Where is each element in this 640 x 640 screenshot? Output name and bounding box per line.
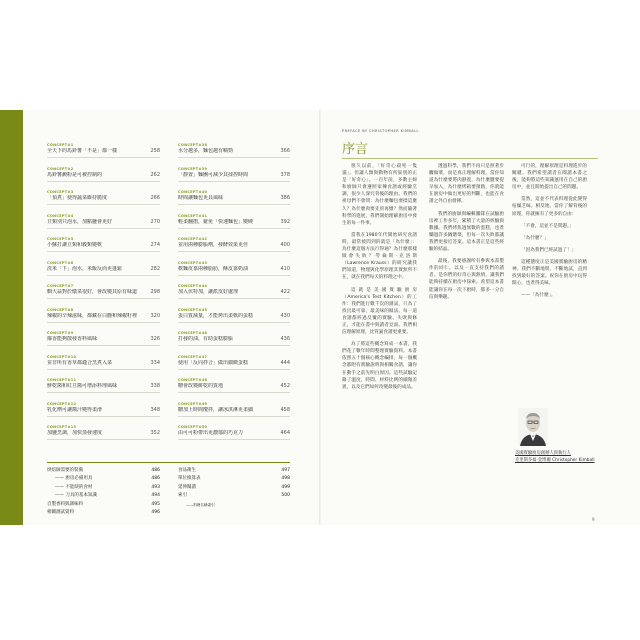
toc-concept-label: CONCEPT#2 [47, 166, 74, 171]
preface-paragraph: 當我在1980年代開始研究食譜時，最常被問到的就是「為什麼」：為什麼這個方法行得通？為什麼那樣做會失敗？勞倫斯·克洛斯（Lawrence Krauss）的研究讓我們知道，物理與化學原理其實無所不在，就在我們每天的料理之中。 [342, 232, 417, 281]
preface-paragraph: 這種態度正是美國實驗廚房的精神。我們不斷地問、不斷地試，直到找到最好的答案。祝你在廚房中玩得開心，也煮得美味。 [512, 259, 587, 287]
toc-entry-title: 使用「反向拌合」做出細緻蛋糕 [178, 359, 249, 366]
index-entry-title: 單位換算表 [178, 476, 201, 482]
toc-concept-label: CONCEPT#46 [178, 331, 208, 335]
toc-entry-page: 298 [150, 289, 160, 295]
toc-entry[interactable] [47, 401, 160, 425]
toc-entry-row [178, 360, 290, 370]
toc-entry-title: 糖加上時間攪拌，讓冰淇淋更柔細 [178, 406, 254, 413]
toc-entry-page: 338 [150, 383, 160, 389]
toc-entry-title: 打發的油，有助蛋糕膨脹 [178, 336, 234, 342]
toc-entry-title: 「預煮」使得蔬菜維持脆度 [47, 195, 108, 201]
toc-entry-page: 436 [280, 336, 290, 342]
toc-entry-page: 392 [280, 218, 290, 225]
index-entry-title: —— 廚房必備用具 [55, 476, 93, 482]
toc-entry-title: 燜大蒜對於燉菜很好，會改變其原有味道 [47, 289, 138, 295]
toc-entry-page: 452 [280, 383, 290, 389]
index-right-column [178, 467, 290, 509]
index-entry-page: 486 [151, 476, 160, 482]
toc-entry-row [47, 430, 160, 440]
preface-paragraph: 「不會，這並不是問題。」 [521, 223, 574, 229]
index-entry-title: 烘焙師需要的裝備 [47, 468, 83, 473]
toc-entry-page: 270 [150, 218, 160, 225]
toc-entry[interactable] [47, 283, 160, 307]
preface-paragraph: 最後，我要感謝所有參與本書製作的同仁，以及一直支持我們的讀者。是你們的好奇心與熱情，讓我們能夠持續在廚房中探索。希望這本書能讓你在每一次下廚時，都多一分自信與樂趣。 [429, 259, 504, 300]
toc-entry-row [178, 148, 290, 158]
toc-entry[interactable] [178, 424, 290, 448]
book-gutter [319, 110, 321, 525]
index-entry-title: 食品衛生 [178, 468, 196, 473]
toc-entry-title: 時間讓麵包更具風味 [178, 195, 224, 201]
toc-entry-title: 並用兩種膨脹劑，發酵效果更佳 [178, 242, 249, 248]
toc-entry-row [178, 430, 290, 440]
index-entry-title: 延伸閱讀 [178, 484, 196, 490]
toc-entry[interactable] [178, 377, 290, 401]
index-entry-title: —— 刀具的基本知識 [55, 493, 97, 499]
index-entry-page: 499 [281, 484, 290, 490]
index-entry[interactable] [47, 492, 160, 500]
toc-concept-label: CONCEPT#38 [178, 143, 208, 147]
toc-entry-title: 輕柔翻摺，避免「快速麵包」變硬 [178, 218, 254, 225]
toc-entry-row [178, 242, 290, 252]
toc-entry-title: 「靜置」麵團可減少其揉捏時間 [178, 171, 249, 178]
toc-entry-row [178, 383, 290, 393]
toc-entry-page: 422 [280, 289, 290, 295]
toc-entry-title: 馬鈴薯澱粉是可被控制的 [47, 171, 103, 178]
toc-entry-title: 由可可粉帶出更濃郁的巧克力 [178, 430, 244, 436]
index-entry[interactable] [178, 492, 290, 500]
toc-entry[interactable] [178, 307, 290, 331]
toc-concept-label: CONCEPT#1 [47, 143, 74, 147]
toc-entry[interactable] [47, 307, 160, 331]
toc-entry-row [178, 407, 290, 417]
toc-entry-row [47, 407, 160, 417]
toc-entry[interactable] [178, 354, 290, 378]
preface-title: 序言 [342, 142, 369, 157]
toc-entry-title: 小蘇打讓豆類和穀類變軟 [47, 242, 103, 248]
toc-entry-title: 鮮乾醬和紅豆醬可增添料理風味 [47, 383, 118, 389]
toc-entry[interactable] [47, 189, 160, 213]
index-entry[interactable] [178, 467, 290, 475]
toc-entry-row [178, 266, 290, 276]
toc-concept-label: CONCEPT#43 [178, 260, 208, 265]
toc-entry-page: 258 [150, 148, 160, 154]
toc-entry-title: 並非所有香草都適合烹煮入菜 [47, 359, 113, 366]
toc-concept-label: CONCEPT#10 [47, 354, 77, 359]
toc-entry-row [47, 289, 160, 299]
toc-entry-row [47, 266, 160, 276]
index-entry-title: 自製香料與調味料 [47, 501, 83, 507]
toc-entry-page: 266 [150, 195, 160, 201]
toc-entry[interactable] [47, 330, 160, 354]
toc-entry-title: 軟麵皮靠兩種脂肪，酥皮靠奶油 [178, 265, 249, 272]
toc-entry-row [178, 172, 290, 182]
toc-entry-page: 274 [150, 242, 160, 248]
index-entry[interactable] [47, 484, 160, 492]
toc-entry-page: 400 [280, 242, 290, 248]
preface-kicker: PREFACE BY CHRISTOPHER KIMBALL [342, 129, 419, 133]
toc-entry[interactable] [178, 401, 290, 425]
toc-entry-row [178, 336, 290, 346]
toc-entry[interactable] [178, 330, 290, 354]
toc-entry-row [47, 336, 160, 346]
toc-entry[interactable] [47, 236, 160, 260]
toc-entry[interactable] [178, 236, 290, 260]
toc-concept-label: CONCEPT#42 [178, 237, 208, 241]
preface-paragraph: 「為什麼？」 [521, 235, 549, 241]
toc-concept-label: CONCEPT#9 [47, 331, 74, 335]
toc-entry-row [47, 148, 160, 158]
toc-entry[interactable] [178, 213, 290, 237]
preface-paragraph: 我們的廚師與編輯團隊在試驗廚房裡工作多年，累積了大量的經驗與數據。我們烤焦過無數的蛋糕，也煮爛過許多鍋燉菜，但每一次失敗都讓我們更接近答案。這本書正是這些經驗的結晶。 [429, 211, 504, 253]
index-entry[interactable] [47, 475, 160, 483]
toc-concept-label: CONCEPT#13 [47, 425, 77, 429]
toc-entry-page: 410 [280, 265, 290, 272]
index-entry-page: 494 [151, 493, 160, 499]
toc-entry[interactable] [47, 354, 160, 378]
index-entry[interactable] [47, 509, 160, 517]
index-entry[interactable] [47, 467, 160, 475]
toc-concept-label: CONCEPT#44 [178, 284, 208, 288]
toc-entry-page: 366 [280, 148, 290, 154]
preface-paragraph: 當然，這並不代表料理從此變得枯燥乏味。相反地，當你了解背後的原理，你就擁有了更多的自由： [512, 197, 587, 217]
index-entry-title: —— 不能缺的食材 [55, 484, 93, 490]
toc-entry-page: 334 [150, 359, 160, 366]
toc-entry[interactable] [47, 260, 160, 284]
toc-entry-page: 282 [150, 265, 160, 272]
index-entry[interactable] [178, 484, 290, 492]
toc-entry-title: 加入伏特加，讓派皮好處理 [178, 289, 239, 295]
author-portrait [518, 408, 548, 446]
toc-entry[interactable] [47, 424, 160, 448]
toc-entry[interactable] [178, 142, 290, 166]
toc-concept-label: CONCEPT#49 [178, 401, 208, 406]
signature-name: 克里斯多福·金博爾 Christopher Kimball [515, 458, 595, 463]
toc-entry-title: 爆香能夠散發香料風味 [47, 336, 98, 342]
toc-entry-row [47, 360, 160, 370]
index-entry-page: 496 [151, 509, 160, 515]
toc-left-column [47, 142, 160, 448]
toc-concept-label: CONCEPT#4 [47, 213, 74, 218]
toc-concept-label: CONCEPT#39 [178, 166, 208, 171]
preface-paragraph: 這就是美國實驗廚房（America's Test Kitchen）的工作：我們進行數千次的測試，只為了找出最可靠、最美味的做法。每一道食譜都經過反覆的實驗、失敗與修正，才能在書中與讀者見面。我們相信理解原理，比背誦食譜更重要。 [342, 287, 417, 336]
toc-entry-row [47, 313, 160, 323]
toc-entry-page: 348 [150, 406, 160, 413]
toc-entry-title: 全天下的馬鈴薯「不是」都一樣 [47, 148, 118, 154]
toc-entry-row [178, 289, 290, 299]
toc-entry[interactable] [47, 213, 160, 237]
toc-entry[interactable] [178, 260, 290, 284]
toc-concept-label: CONCEPT#11 [47, 378, 77, 382]
toc-concept-label: CONCEPT#48 [178, 378, 208, 382]
index-entry-page: 495 [151, 501, 160, 507]
toc-entry-row [178, 219, 290, 229]
index-entry-title: 索引 [178, 493, 187, 499]
toc-entry-page: 386 [280, 195, 290, 201]
toc-concept-label: CONCEPT#6 [47, 260, 74, 265]
toc-entry-row [47, 383, 160, 393]
toc-entry-title: 辣椒的辛辣滋味，都藏在白髓和辣椒籽裡 [47, 312, 138, 319]
index-entry[interactable] [47, 501, 160, 509]
toc-entry-row [47, 172, 160, 182]
toc-entry[interactable] [178, 189, 290, 213]
index-entry-page: 493 [151, 484, 160, 490]
toc-entry-title: 加鹽烹調，加快蒸發速度 [47, 430, 103, 436]
preface-column-3 [512, 163, 587, 304]
index-entry-title: 相關測試資料 [47, 509, 74, 515]
toc-concept-label: CONCEPT#45 [178, 307, 208, 312]
toc-entry-page: 444 [280, 359, 290, 366]
preface-paragraph: 「因為我們已經試過了！」 [521, 247, 577, 253]
preface-signature [515, 450, 601, 464]
index-entry-page: 486 [151, 468, 160, 473]
toc-concept-label: CONCEPT#7 [47, 284, 74, 288]
index-entry[interactable] [178, 475, 290, 483]
toc-entry-page: 458 [280, 406, 290, 413]
index-divider-rule [47, 462, 290, 463]
preface-paragraph: 很久以前，「好奇心殺死一隻貓」。但讓人類與動物有所區別的正是「好奇心」。一百年前，多數主婦和廚師只會遵照家傳食譜或經驗烹調，很少人深究背後的理由。我們的祖母們不會問：為什麼麵包要揉這麼久？為什麼肉要先煎再燉？然而隨著科學的進展，我們開始理解廚房中發生的每一件事。 [342, 164, 417, 226]
toc-entry[interactable] [47, 377, 160, 401]
toc-entry-row [178, 195, 290, 205]
toc-entry-row [47, 242, 160, 252]
toc-entry[interactable] [178, 166, 290, 190]
toc-concept-label: CONCEPT#8 [47, 307, 74, 312]
toc-entry-page: 326 [150, 336, 160, 342]
toc-entry-title: 豆類別只泡水，加點鹽會更好 [47, 218, 113, 225]
index-entry-title: ——料理名稱索引 [186, 502, 215, 507]
toc-concept-label: CONCEPT#12 [47, 401, 77, 406]
toc-entry-page: 320 [150, 312, 160, 319]
index-entry-page: 498 [281, 476, 290, 482]
preface-paragraph: ——「為什麼」。 [521, 293, 556, 299]
toc-entry-page: 378 [280, 171, 290, 178]
toc-concept-label: CONCEPT#5 [47, 237, 74, 241]
toc-entry-row [178, 313, 290, 323]
toc-entry-title: 水分越多，麵包越有嚼勁 [178, 148, 234, 154]
toc-entry[interactable] [178, 283, 290, 307]
olive-edge-strip [0, 110, 23, 525]
preface-paragraph: 透過科學，我們不再只是照著步驟做菜，而是真正理解料理。當你知道為什麼要將肉靜置，為什麼鹽要提早加入，為什麼烤箱要預熱，你就能在廚房中做出更好的判斷，也能在食譜之外自由發揮。 [429, 164, 504, 205]
signature-title: 美國實驗廚房創辦人與執行人 [515, 451, 571, 456]
index-entry-page: 497 [281, 468, 290, 473]
preface-rule [342, 158, 598, 159]
toc-right-column [178, 142, 290, 448]
toc-entry-page: 430 [280, 312, 290, 319]
toc-entry-title: 乳化劑可讓醬汁變得柔滑 [47, 406, 103, 413]
toc-concept-label: CONCEPT#41 [178, 213, 208, 218]
toc-concept-label: CONCEPT#40 [178, 190, 208, 194]
toc-entry[interactable] [47, 166, 160, 190]
index-entry[interactable] [178, 501, 290, 509]
toc-entry-title: 糖會改變餅乾的質地 [178, 383, 224, 389]
toc-concept-label: CONCEPT#50 [178, 425, 208, 429]
toc-concept-label: CONCEPT#3 [47, 190, 74, 194]
toc-entry-title: 蛋白質減量，才能烤出柔軟的蛋糕 [178, 312, 254, 319]
preface-paragraph: 可行的，理解原理是料理進步的關鍵。我們希望讀者在閱讀本書之後，能夠將這些知識運用在自己的廚房中，並且開始提出自己的問題。 [512, 164, 587, 191]
preface-paragraph: 為了將這些概念寫成一本書，我們花了數年時間整理實驗資料。本書依照五十個核心概念編排，每一個概念都附有實驗說明與相關食譜，讓你在動手之前先明白原因。這些試驗記錄了溫度、時間、材料比例的細微差異，以及它們如何改變最後的成品。 [342, 342, 417, 390]
toc-entry-page: 464 [280, 430, 290, 436]
toc-entry-title: 洗米「下」泡水，米飯反而更蓬鬆 [47, 265, 123, 272]
toc-concept-label: CONCEPT#47 [178, 354, 208, 359]
index-left-column [47, 467, 160, 517]
toc-entry-row [47, 195, 160, 205]
preface-column-1 [342, 163, 417, 396]
toc-entry[interactable] [47, 142, 160, 166]
toc-entry-page: 262 [150, 171, 160, 178]
toc-entry-page: 352 [150, 430, 160, 436]
toc-entry-row [47, 219, 160, 229]
page-number: 9 [592, 517, 595, 522]
preface-column-2 [429, 163, 504, 306]
index-entry-page: 500 [281, 493, 290, 499]
